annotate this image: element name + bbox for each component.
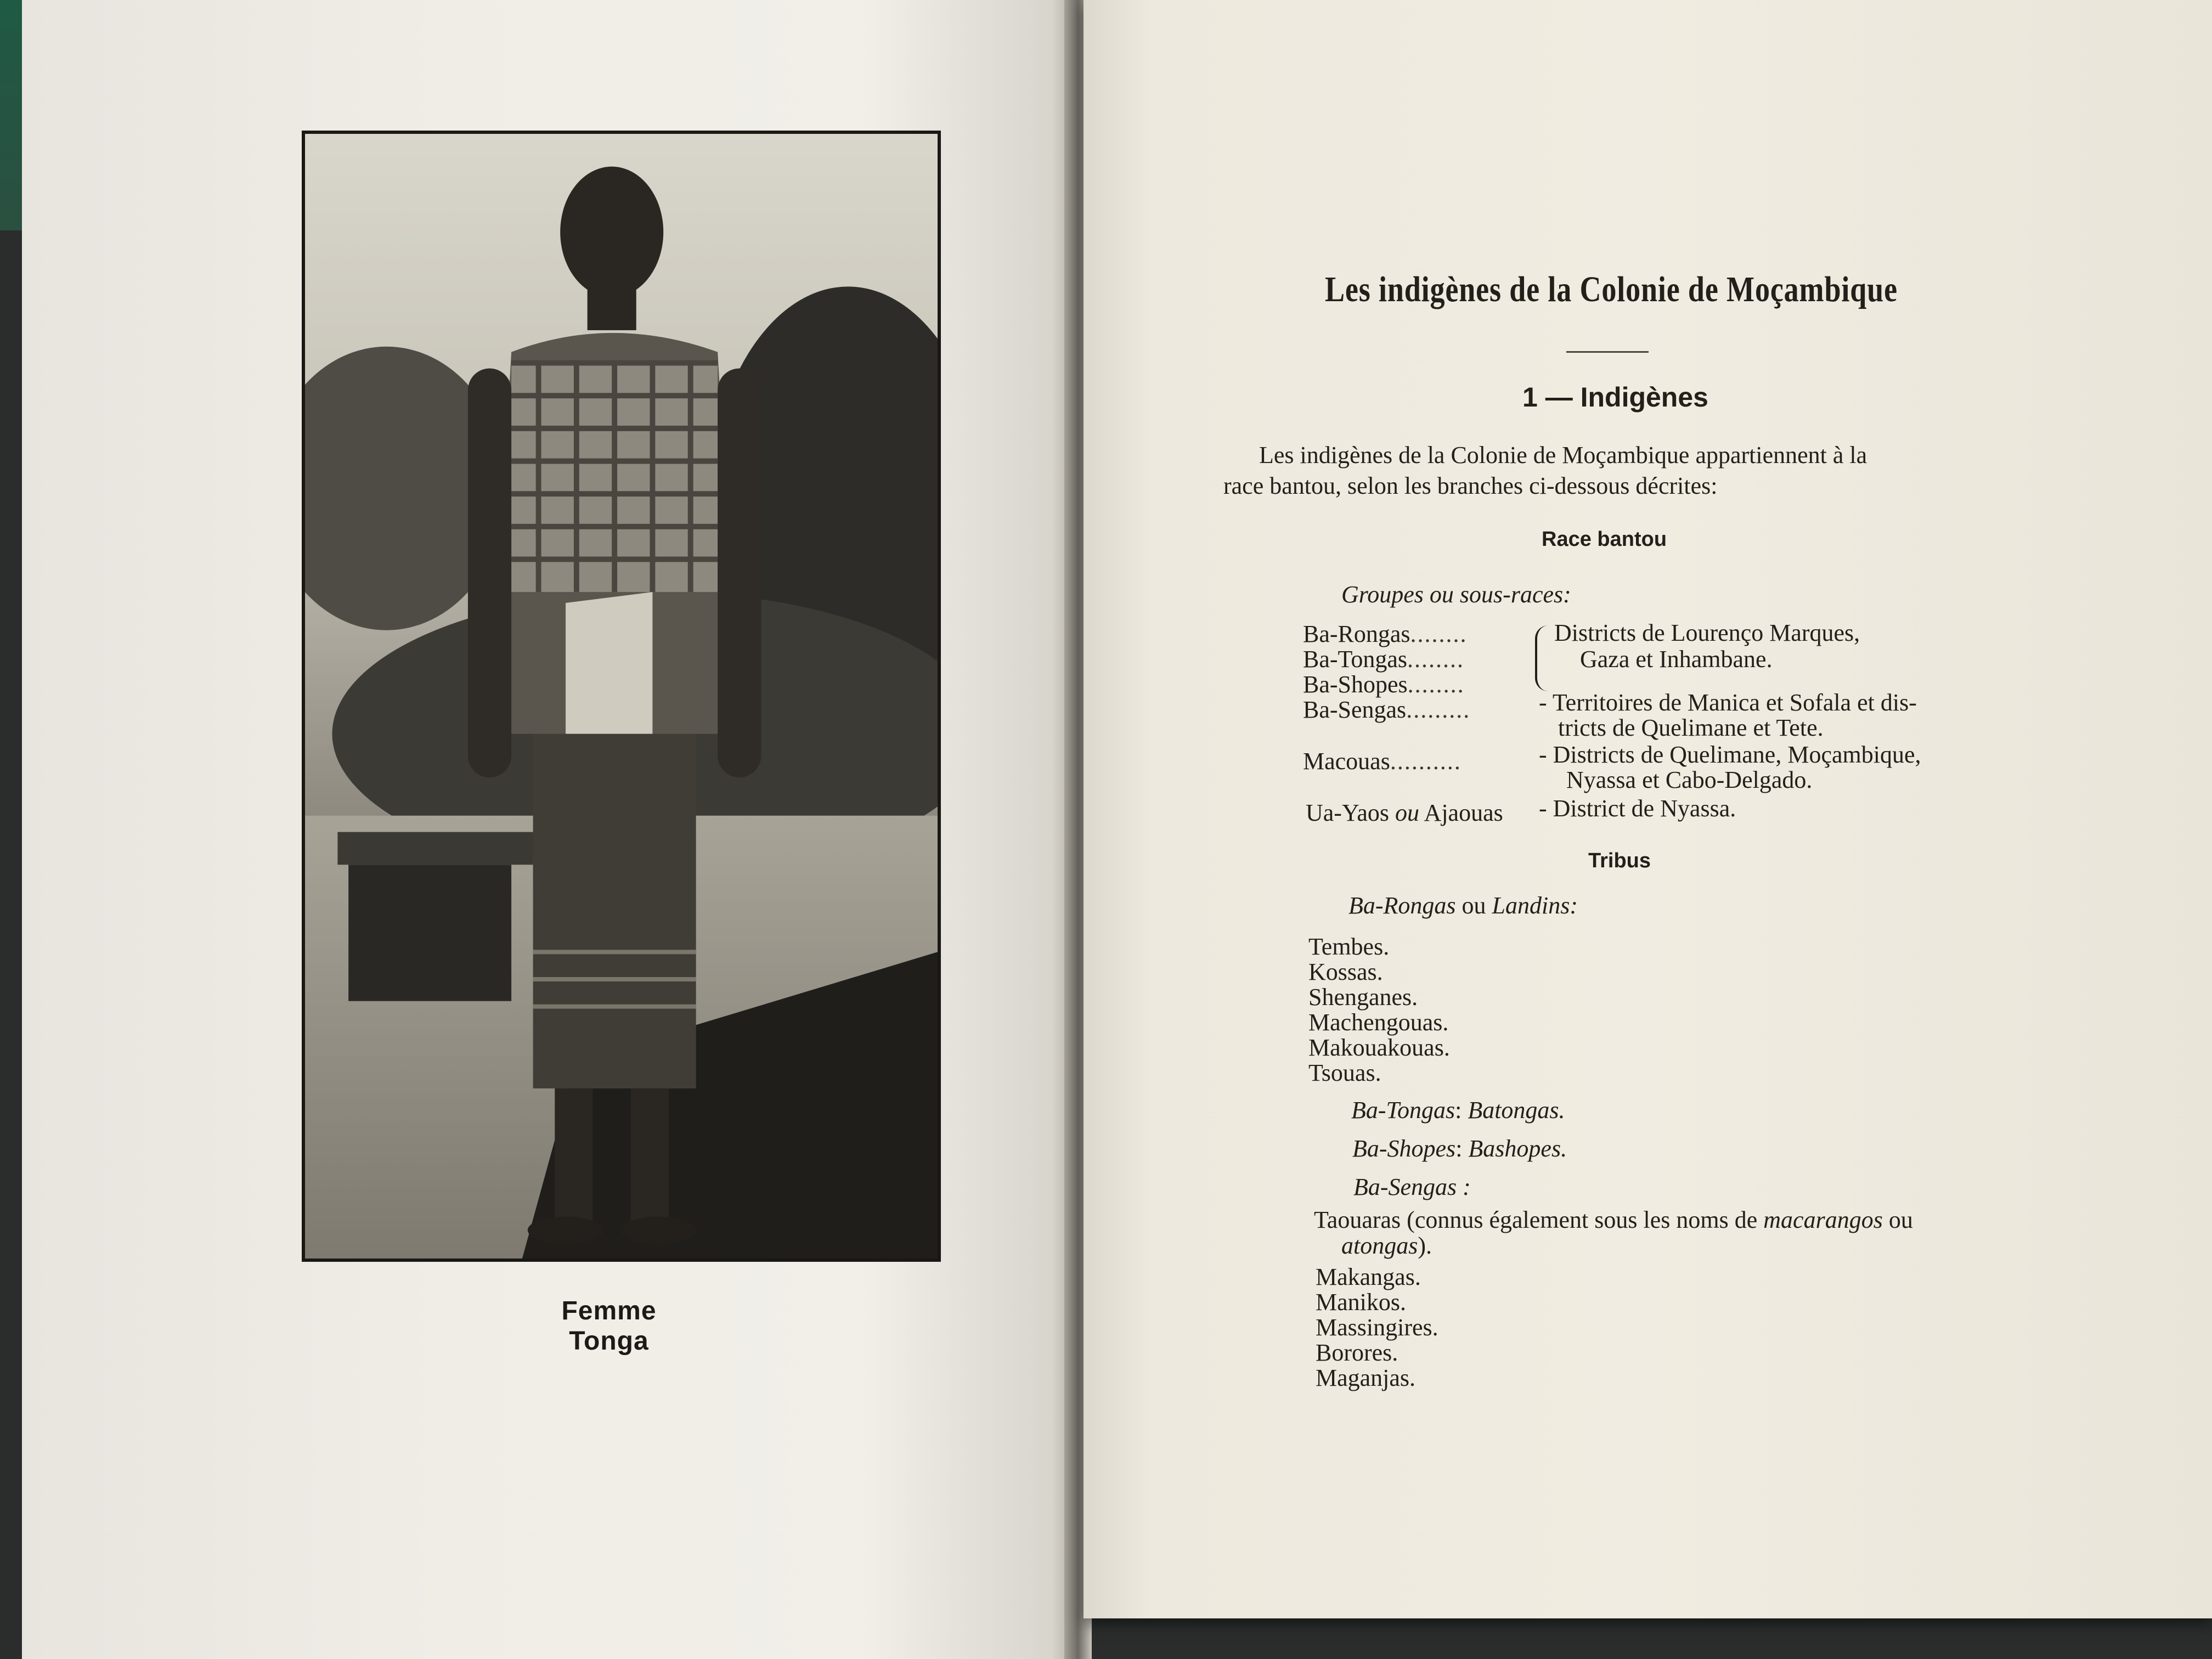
intro-line-1: Les indigènes de la Colonie de Moçambique appartiennent à la bbox=[1259, 442, 1867, 469]
tribe-item: Massingires. bbox=[1316, 1314, 1438, 1341]
leader-dots: ......... bbox=[1406, 696, 1471, 723]
leader-dots: ........ bbox=[1410, 620, 1468, 647]
region-sengas-line-1: - Territoires de Manica et Sofala et dis- bbox=[1539, 689, 1917, 716]
region-macouas-line-1: - Districts de Quelimane, Moçambique, bbox=[1539, 741, 1921, 768]
taouaras-text: Taouaras (connus également sous les noms de bbox=[1314, 1206, 1764, 1233]
group-name: Ba-Tongas bbox=[1303, 646, 1407, 673]
group-name-or: ou bbox=[1395, 799, 1419, 826]
title-rule bbox=[1566, 351, 1649, 353]
tribes-heading: Tribus bbox=[1588, 849, 1651, 872]
shopes-alt: Bashopes. bbox=[1468, 1135, 1567, 1162]
group-name: Macouas bbox=[1303, 748, 1390, 775]
region-brace-line-1: Districts de Lourenço Marques, bbox=[1554, 619, 1860, 646]
tongas-name: Ba-Tongas bbox=[1351, 1097, 1455, 1124]
group-name: Ba-Sengas bbox=[1303, 696, 1407, 723]
group-name-alt: Ajaouas bbox=[1419, 799, 1503, 826]
right-page bbox=[1084, 0, 2212, 1618]
region-macouas-line-2: Nyassa et Cabo-Delgado. bbox=[1566, 766, 1813, 793]
taouaras-line-1 bbox=[1314, 1206, 1913, 1234]
tribe-item: Manikos. bbox=[1316, 1289, 1406, 1316]
group-ba-shopes bbox=[1303, 670, 1465, 698]
tribe-item: Maganjas. bbox=[1316, 1364, 1416, 1391]
rongas-name: Ba-Rongas bbox=[1348, 892, 1456, 919]
taouaras-alt-1: macarangos bbox=[1763, 1206, 1883, 1233]
region-brace-line-2: Gaza et Inhambane. bbox=[1580, 646, 1773, 673]
group-name: Ba-Shopes bbox=[1303, 671, 1408, 698]
group-ba-tongas bbox=[1303, 645, 1464, 673]
photograph-femme-tonga bbox=[302, 131, 941, 1262]
shopes-colon: : bbox=[1455, 1135, 1469, 1162]
group-ua-yaos bbox=[1306, 799, 1503, 827]
tribe-item: Tembes. bbox=[1308, 933, 1390, 960]
tribe-item: Kossas. bbox=[1308, 958, 1383, 985]
tribe-item: Machengouas. bbox=[1308, 1009, 1449, 1036]
page-title: Les indigènes de la Colonie de Moçambique bbox=[1325, 269, 1898, 309]
group-ba-sengas bbox=[1303, 696, 1470, 724]
race-heading: Race bantou bbox=[1542, 528, 1667, 551]
taouaras-end: ). bbox=[1418, 1232, 1432, 1259]
taouaras-alt-2: atongas bbox=[1341, 1232, 1418, 1259]
rongas-heading bbox=[1348, 891, 1578, 919]
sengas-heading: Ba-Sengas : bbox=[1353, 1173, 1471, 1200]
leader-dots: .......... bbox=[1390, 748, 1462, 775]
group-ba-rongas bbox=[1303, 620, 1468, 648]
photo-illustration bbox=[305, 134, 938, 1259]
tribe-item: Borores. bbox=[1316, 1339, 1398, 1366]
groups-heading: Groupes ou sous-races: bbox=[1341, 581, 1571, 608]
leader-dots: ........ bbox=[1407, 671, 1465, 698]
region-yaos-line-1: - District de Nyassa. bbox=[1539, 795, 1736, 822]
tongas-colon: : bbox=[1455, 1097, 1468, 1124]
shopes-line bbox=[1352, 1135, 1567, 1163]
tribe-item: Makangas. bbox=[1316, 1263, 1421, 1290]
intro-line-2: race bantou, selon les branches ci-dessous décrites: bbox=[1223, 472, 1718, 499]
tongas-alt: Batongas. bbox=[1468, 1097, 1565, 1124]
tribe-item: Shenganes. bbox=[1308, 984, 1418, 1011]
tribe-item: Makouakouas. bbox=[1308, 1034, 1450, 1061]
rongas-or: ou bbox=[1455, 892, 1492, 919]
tribe-item: Tsouas. bbox=[1308, 1059, 1381, 1086]
group-name: Ua-Yaos bbox=[1306, 799, 1395, 826]
rongas-alt: Landins: bbox=[1492, 892, 1578, 919]
group-brace bbox=[1535, 625, 1554, 691]
section-heading: 1 — Indigènes bbox=[1522, 382, 1708, 413]
group-macouas bbox=[1303, 747, 1462, 775]
group-name: Ba-Rongas bbox=[1303, 620, 1410, 647]
photo-caption: Femme Tonga bbox=[561, 1296, 657, 1356]
tongas-line bbox=[1351, 1096, 1565, 1124]
leader-dots: ........ bbox=[1407, 646, 1464, 673]
taouaras-or: ou bbox=[1882, 1206, 1913, 1233]
region-sengas-line-2: tricts de Quelimane et Tete. bbox=[1558, 714, 1824, 741]
taouaras-line-2 bbox=[1341, 1232, 1432, 1260]
shopes-name: Ba-Shopes bbox=[1352, 1135, 1456, 1162]
